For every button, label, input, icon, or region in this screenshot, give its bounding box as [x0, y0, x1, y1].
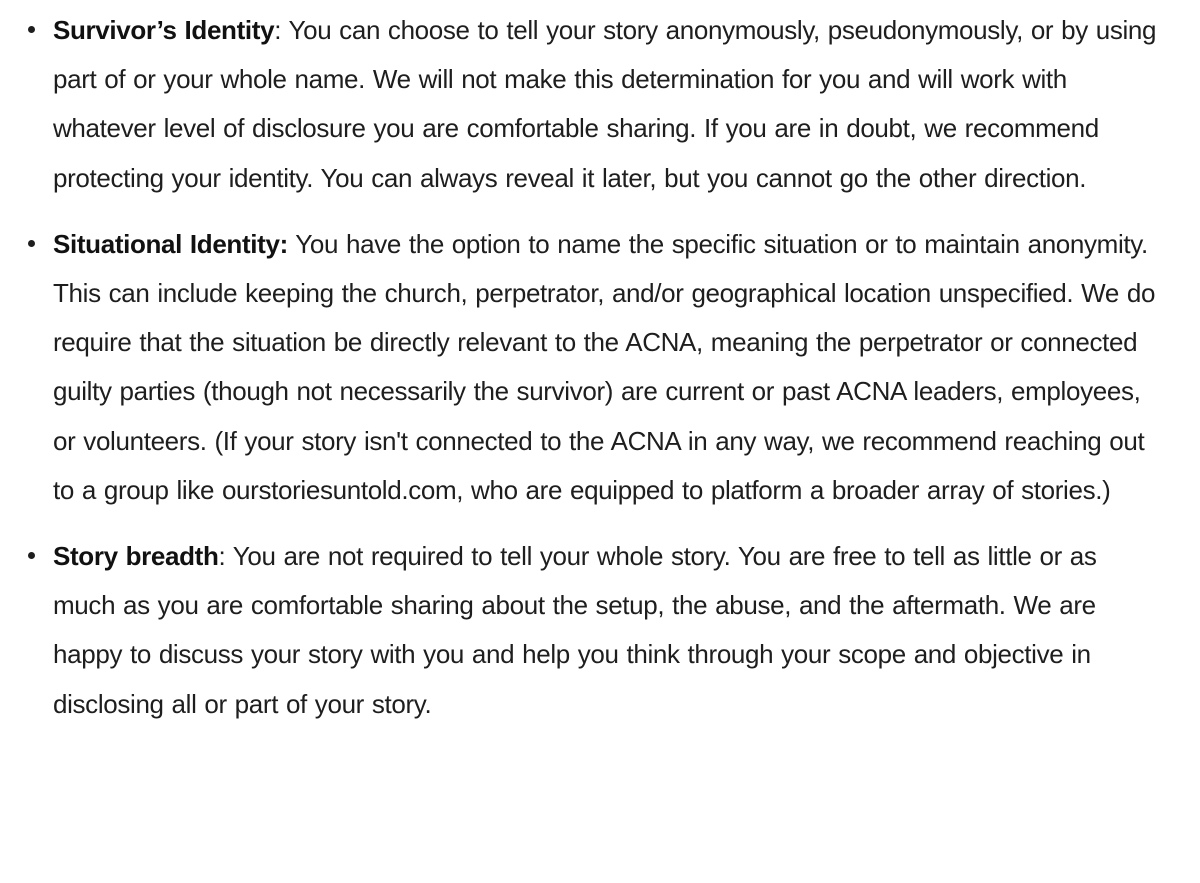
term-situational-identity: Situational Identity:: [53, 228, 288, 259]
list-item-survivors-identity: [53, 6, 1166, 203]
list-item-situational-identity: [53, 220, 1166, 515]
term-story-breadth: Story breadth: [53, 541, 219, 572]
bullet-icon: [28, 26, 35, 33]
list-item-story-breadth: [53, 532, 1166, 729]
bullet-icon: [28, 552, 35, 559]
item-text: You are not required to tell your whole story. You are free to tell as little or as much as you are comfortable sharing about the setup, the abuse, and the aftermath. We are happy to discuss your story with you and help you think through your scope and objective in disclosing all or part of your story.: [53, 541, 1097, 719]
document-body: [0, 6, 1200, 746]
separator: :: [274, 15, 289, 45]
guidelines-list: [53, 6, 1166, 729]
term-survivors-identity: Survivor’s Identity: [53, 15, 275, 45]
separator: :: [218, 541, 233, 572]
item-text: You have the option to name the specific situation or to maintain anonymity. This can include keeping the church, perpetrator, and/or geographical location unspecified. We do require that the situation be directly relevant to the ACNA, meaning the perpetrator or connected guilty parties (though not necessarily the survivor) are current or past ACNA leaders, employees, or volunteers. (If your story isn't connected to the ACNA in any way, we recommend reaching out to a group like ourstoriesuntold.com, who are equipped to platform a broader array of stories.): [53, 228, 1156, 505]
bullet-icon: [28, 240, 35, 247]
item-text: You can choose to tell your story anonymously, pseudonymously, or by using part of or your whole name. We will not make this determination for you and will work with whatever level of disclosure you are comfortable sharing. If you are in doubt, we recommend protecting your identity. You can always reveal it later, but you cannot go the other direction.: [53, 15, 1157, 193]
